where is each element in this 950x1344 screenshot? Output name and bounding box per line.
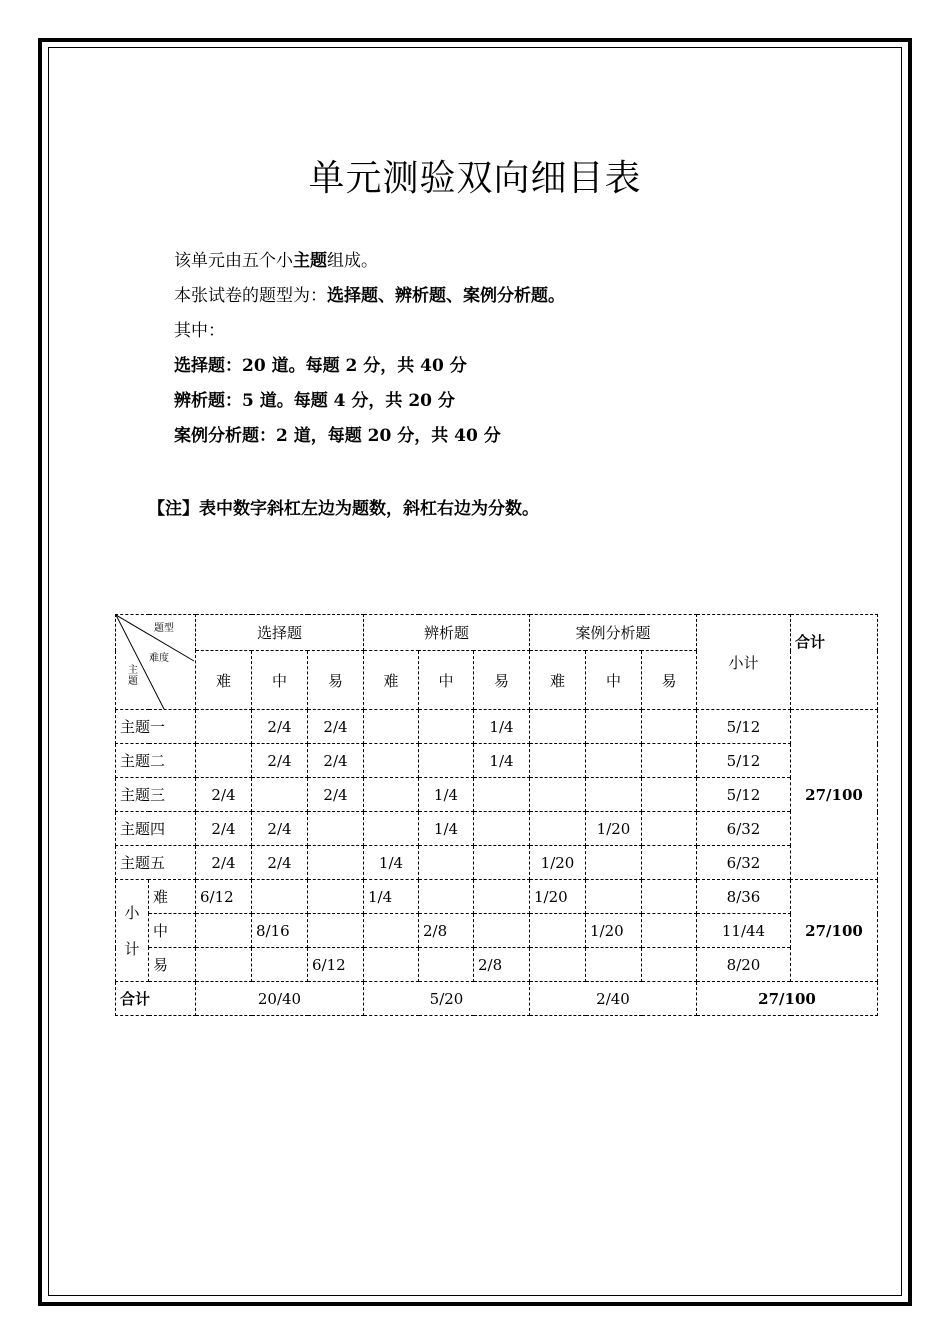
table-cell: 6/12 <box>308 948 364 982</box>
table-cell <box>530 778 586 812</box>
topic-subtotal: 6/32 <box>697 846 791 880</box>
table-cell <box>642 744 697 778</box>
table-cell <box>642 778 697 812</box>
table-cell <box>419 880 474 914</box>
table-cell <box>530 744 586 778</box>
table-cell: 1/20 <box>586 812 642 846</box>
table-cell <box>642 710 697 744</box>
table-cell <box>364 948 419 982</box>
table-cell <box>196 744 252 778</box>
difficulty-subtotal: 11/44 <box>697 914 791 948</box>
difficulty-subtotal-row <box>116 914 878 948</box>
difficulty-subtotal: 8/36 <box>697 880 791 914</box>
table-cell <box>474 778 530 812</box>
difficulty-header: 易 <box>474 651 530 710</box>
table-cell: 1/4 <box>474 744 530 778</box>
xiaoji-label: 小 计 <box>116 880 149 982</box>
difficulty-header: 中 <box>252 651 308 710</box>
table-cell <box>642 846 697 880</box>
table-cell <box>642 812 697 846</box>
difficulty-header: 易 <box>642 651 697 710</box>
group-header-analysis: 辨析题 <box>364 615 530 651</box>
table-cell: 2/4 <box>252 744 308 778</box>
total-header: 合计 <box>791 615 878 710</box>
difficulty-subtotal-row <box>116 880 878 914</box>
table-cell <box>308 846 364 880</box>
table-cell: 1/20 <box>530 880 586 914</box>
intro-line-analysis: 辨析题：5 道。每题 4 分，共 20 分 <box>174 391 455 411</box>
table-cell: 8/16 <box>252 914 308 948</box>
table-cell: 1/4 <box>419 812 474 846</box>
group-total-choice: 20/40 <box>196 982 364 1016</box>
topic-subtotal: 6/32 <box>697 812 791 846</box>
table-cell <box>364 914 419 948</box>
table-cell: 2/4 <box>308 744 364 778</box>
table-cell <box>530 914 586 948</box>
table-cell: 2/4 <box>308 710 364 744</box>
table-cell <box>196 710 252 744</box>
table-cell <box>364 812 419 846</box>
table-cell <box>419 744 474 778</box>
table-cell <box>364 744 419 778</box>
table-cell: 2/4 <box>252 812 308 846</box>
intro-line-among: 其中： <box>174 321 225 341</box>
corner-type-label: 题型 <box>154 623 174 634</box>
corner-difficulty-label: 难度 <box>149 653 169 664</box>
corner-topic-label: 主题 <box>128 665 138 687</box>
intro-line-case: 案例分析题：2 道，每题 20 分，共 40 分 <box>174 426 501 446</box>
table-cell <box>252 948 308 982</box>
difficulty-header: 难 <box>196 651 252 710</box>
table-cell <box>308 914 364 948</box>
note-text: 【注】表中数字斜杠左边为题数，斜杠右边为分数。 <box>148 499 539 519</box>
difficulty-header: 难 <box>530 651 586 710</box>
difficulty-header: 难 <box>364 651 419 710</box>
corner-header-cell <box>116 615 196 710</box>
topic-subtotal: 5/12 <box>697 778 791 812</box>
group-header-case: 案例分析题 <box>530 615 697 651</box>
intro-line-choice: 选择题：20 道。每题 2 分，共 40 分 <box>174 356 467 376</box>
table-cell <box>586 846 642 880</box>
topic-name: 主题四 <box>116 812 196 846</box>
table-cell <box>474 880 530 914</box>
table-cell <box>586 948 642 982</box>
group-total-case: 2/40 <box>530 982 697 1016</box>
table-cell <box>586 710 642 744</box>
table-cell: 2/4 <box>252 710 308 744</box>
table-cell: 2/4 <box>196 846 252 880</box>
table-cell <box>419 710 474 744</box>
difficulty-header: 易 <box>308 651 364 710</box>
topic-name: 主题五 <box>116 846 196 880</box>
topic-row <box>116 812 878 846</box>
intro-section <box>174 248 565 458</box>
table-cell <box>642 948 697 982</box>
topic-row <box>116 846 878 880</box>
table-cell <box>252 778 308 812</box>
table-cell: 6/12 <box>196 880 252 914</box>
table-cell <box>586 880 642 914</box>
table-cell <box>364 710 419 744</box>
topic-name: 主题一 <box>116 710 196 744</box>
topic-name: 主题二 <box>116 744 196 778</box>
difficulty-total: 27/100 <box>791 880 878 982</box>
difficulty-name: 中 <box>149 914 196 948</box>
table-cell <box>196 914 252 948</box>
specification-table <box>115 614 878 1016</box>
table-cell <box>474 846 530 880</box>
difficulty-name: 易 <box>149 948 196 982</box>
table-cell: 2/8 <box>474 948 530 982</box>
table-cell <box>419 948 474 982</box>
difficulty-header: 中 <box>586 651 642 710</box>
table-cell <box>252 880 308 914</box>
table-cell <box>308 812 364 846</box>
table-cell <box>196 948 252 982</box>
table-cell <box>364 778 419 812</box>
table-cell: 1/20 <box>586 914 642 948</box>
table-cell: 1/4 <box>364 880 419 914</box>
topic-name: 主题三 <box>116 778 196 812</box>
topic-row <box>116 778 878 812</box>
page-title: 单元测验双向细目表 <box>308 158 642 199</box>
table-cell <box>530 710 586 744</box>
table-cell: 2/4 <box>196 812 252 846</box>
difficulty-subtotal: 8/20 <box>697 948 791 982</box>
table-cell <box>474 812 530 846</box>
table-cell: 1/4 <box>364 846 419 880</box>
topic-subtotal: 5/12 <box>697 710 791 744</box>
difficulty-name: 难 <box>149 880 196 914</box>
table-cell <box>474 914 530 948</box>
table-cell <box>586 778 642 812</box>
table-cell <box>419 846 474 880</box>
table-cell: 2/8 <box>419 914 474 948</box>
table-cell: 2/4 <box>196 778 252 812</box>
table-cell <box>530 948 586 982</box>
table-cell: 2/4 <box>308 778 364 812</box>
intro-line-topics: 该单元由五个小主题组成。 <box>174 251 378 271</box>
difficulty-header: 中 <box>419 651 474 710</box>
table-cell: 2/4 <box>252 846 308 880</box>
total-row <box>116 982 878 1016</box>
topic-subtotal: 5/12 <box>697 744 791 778</box>
difficulty-subtotal-row <box>116 948 878 982</box>
group-total-analysis: 5/20 <box>364 982 530 1016</box>
table-cell: 1/4 <box>419 778 474 812</box>
total-row-label: 合计 <box>116 982 196 1016</box>
topic-row <box>116 710 878 744</box>
table-cell: 1/20 <box>530 846 586 880</box>
intro-line-types: 本张试卷的题型为：选择题、辨析题、案例分析题。 <box>174 286 565 306</box>
table-cell <box>642 914 697 948</box>
table-cell <box>642 880 697 914</box>
topics-total: 27/100 <box>791 710 878 880</box>
table-cell <box>308 880 364 914</box>
topic-row <box>116 744 878 778</box>
table-cell: 1/4 <box>474 710 530 744</box>
subtotal-header: 小计 <box>697 615 791 710</box>
table-cell <box>530 812 586 846</box>
grand-total: 27/100 <box>697 982 878 1016</box>
table-cell <box>586 744 642 778</box>
group-header-choice: 选择题 <box>196 615 364 651</box>
